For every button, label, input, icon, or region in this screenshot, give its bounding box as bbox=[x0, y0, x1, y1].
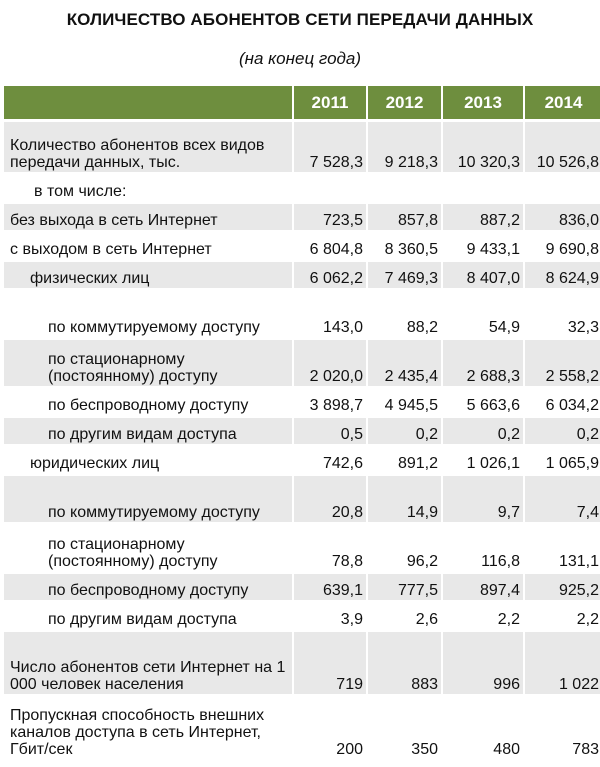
row-label: Пропускная способность внешних каналов доступа в сеть Интернет, Гбит/сек bbox=[4, 697, 292, 759]
cell-value: 2 435,4 bbox=[368, 340, 441, 386]
row-label: по беспроводному доступу bbox=[4, 389, 292, 415]
cell-value bbox=[525, 175, 600, 201]
table-row bbox=[4, 418, 600, 444]
row-label: в том числе: bbox=[4, 175, 292, 201]
table-row bbox=[4, 175, 600, 201]
cell-value: 2 688,3 bbox=[443, 340, 523, 386]
cell-value: 78,8 bbox=[294, 525, 366, 571]
table-row bbox=[4, 204, 600, 230]
cell-value: 131,1 bbox=[525, 525, 600, 571]
cell-value: 887,2 bbox=[443, 204, 523, 230]
cell-value: 836,0 bbox=[525, 204, 600, 230]
cell-value: 719 bbox=[294, 632, 366, 694]
row-label: по стационарному (постоянному) доступу bbox=[4, 340, 292, 386]
table-row bbox=[4, 632, 600, 694]
cell-value: 1 022 bbox=[525, 632, 600, 694]
row-label: по коммутируемому доступу bbox=[4, 291, 292, 337]
row-label: по другим видам доступа bbox=[4, 418, 292, 444]
cell-value: 996 bbox=[443, 632, 523, 694]
page-subtitle: (на конец года) bbox=[238, 49, 362, 68]
cell-value: 200 bbox=[294, 697, 366, 759]
row-label: физических лиц bbox=[4, 262, 292, 288]
cell-value: 0,5 bbox=[294, 418, 366, 444]
table-row bbox=[4, 389, 600, 415]
cell-value: 8 360,5 bbox=[368, 233, 441, 259]
cell-value: 2 020,0 bbox=[294, 340, 366, 386]
row-label: по другим видам доступа bbox=[4, 603, 292, 629]
cell-value: 6 062,2 bbox=[294, 262, 366, 288]
cell-value bbox=[368, 175, 441, 201]
cell-value: 0,2 bbox=[443, 418, 523, 444]
table-row bbox=[4, 447, 600, 473]
cell-value: 8 624,9 bbox=[525, 262, 600, 288]
cell-value: 116,8 bbox=[443, 525, 523, 571]
row-label: с выходом в сеть Интернет bbox=[4, 233, 292, 259]
header-blank-cell bbox=[4, 86, 292, 119]
cell-value: 3 898,7 bbox=[294, 389, 366, 415]
cell-value: 143,0 bbox=[294, 291, 366, 337]
cell-value: 783 bbox=[525, 697, 600, 759]
year-header: 2013 bbox=[443, 86, 523, 119]
table-row bbox=[4, 476, 600, 522]
table-row bbox=[4, 697, 600, 759]
year-header: 2012 bbox=[368, 86, 441, 119]
cell-value: 480 bbox=[443, 697, 523, 759]
cell-value bbox=[443, 175, 523, 201]
row-label: по стационарному (постоянному) доступу bbox=[4, 525, 292, 571]
year-header: 2014 bbox=[525, 86, 600, 119]
cell-value: 723,5 bbox=[294, 204, 366, 230]
cell-value: 10 526,8 bbox=[525, 122, 600, 172]
cell-value: 2,2 bbox=[443, 603, 523, 629]
cell-value: 2,6 bbox=[368, 603, 441, 629]
row-label: юридических лиц bbox=[4, 447, 292, 473]
table-row bbox=[4, 122, 600, 172]
cell-value: 742,6 bbox=[294, 447, 366, 473]
cell-value: 88,2 bbox=[368, 291, 441, 337]
cell-value: 96,2 bbox=[368, 525, 441, 571]
cell-value: 0,2 bbox=[525, 418, 600, 444]
subscribers-table bbox=[2, 83, 600, 762]
cell-value: 639,1 bbox=[294, 574, 366, 600]
cell-value: 1 026,1 bbox=[443, 447, 523, 473]
cell-value: 891,2 bbox=[368, 447, 441, 473]
cell-value: 777,5 bbox=[368, 574, 441, 600]
row-label: Число абонентов сети Интернет на 1 000 человек населения bbox=[4, 632, 292, 694]
cell-value: 2 558,2 bbox=[525, 340, 600, 386]
table-row bbox=[4, 525, 600, 571]
row-label: Количество абонентов всех видов передачи данных, тыс. bbox=[4, 122, 292, 172]
cell-value: 9 690,8 bbox=[525, 233, 600, 259]
cell-value: 897,4 bbox=[443, 574, 523, 600]
year-header: 2011 bbox=[294, 86, 366, 119]
cell-value: 5 663,6 bbox=[443, 389, 523, 415]
header-row bbox=[4, 86, 600, 119]
cell-value: 1 065,9 bbox=[525, 447, 600, 473]
cell-value: 7,4 bbox=[525, 476, 600, 522]
cell-value: 857,8 bbox=[368, 204, 441, 230]
cell-value: 2,2 bbox=[525, 603, 600, 629]
cell-value: 350 bbox=[368, 697, 441, 759]
cell-value: 20,8 bbox=[294, 476, 366, 522]
table-row bbox=[4, 233, 600, 259]
cell-value: 9,7 bbox=[443, 476, 523, 522]
cell-value: 10 320,3 bbox=[443, 122, 523, 172]
cell-value: 3,9 bbox=[294, 603, 366, 629]
row-label: без выхода в сеть Интернет bbox=[4, 204, 292, 230]
cell-value: 4 945,5 bbox=[368, 389, 441, 415]
cell-value: 14,9 bbox=[368, 476, 441, 522]
cell-value: 7 469,3 bbox=[368, 262, 441, 288]
table-row bbox=[4, 291, 600, 337]
table-row bbox=[4, 262, 600, 288]
cell-value: 6 034,2 bbox=[525, 389, 600, 415]
cell-value: 7 528,3 bbox=[294, 122, 366, 172]
cell-value: 925,2 bbox=[525, 574, 600, 600]
page-title: КОЛИЧЕСТВО АБОНЕНТОВ СЕТИ ПЕРЕДАЧИ ДАННЫХ bbox=[66, 10, 534, 29]
cell-value: 32,3 bbox=[525, 291, 600, 337]
table-row bbox=[4, 574, 600, 600]
cell-value: 883 bbox=[368, 632, 441, 694]
table-row bbox=[4, 340, 600, 386]
cell-value: 8 407,0 bbox=[443, 262, 523, 288]
cell-value: 0,2 bbox=[368, 418, 441, 444]
row-label: по коммутируемому доступу bbox=[4, 476, 292, 522]
row-label: по беспроводному доступу bbox=[4, 574, 292, 600]
cell-value: 6 804,8 bbox=[294, 233, 366, 259]
table-row bbox=[4, 603, 600, 629]
cell-value: 54,9 bbox=[443, 291, 523, 337]
cell-value bbox=[294, 175, 366, 201]
cell-value: 9 433,1 bbox=[443, 233, 523, 259]
cell-value: 9 218,3 bbox=[368, 122, 441, 172]
